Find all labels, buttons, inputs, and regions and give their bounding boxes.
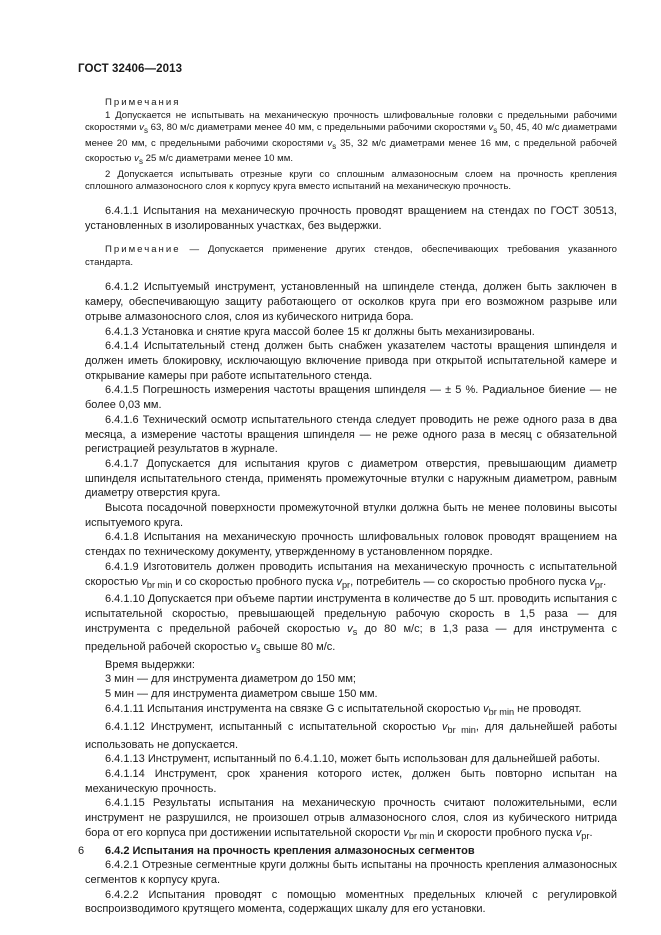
note-block-2 bbox=[85, 244, 617, 269]
paragraph-6-4-1-4: 6.4.1.4 Испытательный стенд должен быть снабжен указателем частоты вращения шпинделя и должен иметь блокировку, исключающую включение привода при открытой испытательной камере и открывание камеры при работе испытательного стенда. bbox=[85, 340, 617, 382]
paragraph-6-4-1-5: 6.4.1.5 Погрешность измерения частоты вращения шпинделя — ± 5 %. Радиальное биение — не более 0,03 мм. bbox=[85, 384, 617, 412]
document-body bbox=[85, 97, 617, 917]
notes-label: Примечания bbox=[105, 97, 181, 108]
section-heading-6-4-2: 6.4.2 Испытания на прочность крепления алмазоносных сегментов bbox=[105, 844, 475, 857]
paragraph-6-4-1-6: 6.4.1.6 Технический осмотр испытательного стенда следует проводить не реже одного раза в два месяца, а измерение частоты вращения шпинделя — не реже одного раза в месяц с обязательной регистрацией результатов в журнале. bbox=[85, 413, 617, 456]
hold-time-line-1: 3 мин — для инструмента диаметром до 150 мм; bbox=[105, 673, 356, 686]
hold-time-title: Время выдержки: bbox=[105, 658, 195, 671]
paragraph-6-4-1-12: 6.4.1.12 Инструмент, испытанный с испытательной скоростью $v_{br min}$, для дальнейшей работы использовать не допускается. bbox=[85, 720, 617, 751]
paragraph-6-4-1-14: 6.4.1.14 Инструмент, срок хранения которого истек, должен быть повторно испытан на механическую прочность. bbox=[85, 767, 617, 795]
paragraph-6-4-1-9: 6.4.1.9 Изготовитель должен проводить испытания на механическую прочность с испытательной скоростью $v_{br min}$ и со скоростью пробного пуска $v_{pr}$, потребитель — со скоростью пробного пуска $v_{pr}$. bbox=[85, 560, 617, 590]
note-label: Примечание bbox=[105, 244, 181, 256]
paragraph-6-4-1-3: 6.4.1.3 Установка и снятие круга массой более 15 кг должны быть механизированы. bbox=[105, 325, 535, 338]
paragraph-6-4-1-11: 6.4.1.11 Испытания инструмента на связке G с испытательной скоростью $v_{br min}$ не проводят. bbox=[105, 702, 582, 717]
paragraph-bushing-height: Высота посадочной поверхности промежуточной втулки должна быть не менее половины высоты испытуемого круга. bbox=[85, 502, 617, 529]
paragraph-6-4-1-13: 6.4.1.13 Инструмент, испытанный по 6.4.1.10, может быть использован для дальнейшей работы. bbox=[105, 753, 601, 766]
note-stands: Примечание — Допускается применение других стендов, обеспечивающих требования указанного стандарта. bbox=[85, 244, 617, 268]
paragraph-6-4-2-2: 6.4.2.2 Испытания проводят с помощью моментных предельных ключей с регулировкой воспроизводимого крутящего момента, содержащих шкалу для его установки. bbox=[85, 888, 617, 916]
paragraph-6-4-1-2: 6.4.1.2 Испытуемый инструмент, установленный на шпинделе стенда, должен быть заключен в камеру, обеспечивающую защиту работающего от осколков круга при его возможном разрыве или отрыве алмазоносного слоя, слоя из кубического нитрида бора. bbox=[85, 281, 617, 323]
note-1: 1 Допускается не испытывать на механическую прочность шлифовальные головки с предельными рабочими скоростями $v_s$ 63, 80 м/с диаметрами менее 40 мм, с предельными рабочими скоростями $v_s$ 50, 45, 40 м/с диаметрами менее 20 мм, с предельными рабочими скоростями $v_s$ 35, 32 м/с диаметрами менее 16 мм, с предельной рабочей скоростью $v_s$ 25 м/с диаметрами менее 10 мм. bbox=[85, 109, 617, 167]
paragraph-6-4-1-7: 6.4.1.7 Допускается для испытания кругов с диаметром отверстия, превышающим диаметр шпинделя испытательного стенда, применять промежуточные втулки с наружным диаметром, равным диаметру отверстия круга. bbox=[85, 457, 617, 500]
hold-time-line-2: 5 мин — для инструмента диаметром свыше 150 мм. bbox=[105, 688, 378, 701]
paragraph-6-4-1-10: 6.4.1.10 Допускается при объеме партии инструмента в количестве до 5 шт. проводить испытания с испытательной скоростью, превышающей предельную рабочую скорость в 1,5 раза — для инструмента с предельной рабочей скоростью $v_s$ до 80 м/с; в 1,3 раза — для инструмента с предельной рабочей скоростью $v_s$ свыше 80 м/с. bbox=[85, 593, 617, 655]
page-number: 6 bbox=[78, 845, 85, 857]
notes-block bbox=[85, 97, 617, 194]
paragraph-6-4-1-8: 6.4.1.8 Испытания на механическую прочность шлифовальных головок проводят вращением на стендах по техническому документу, утвержденному в установленном порядке. bbox=[85, 531, 617, 559]
paragraph-6-4-1-15: 6.4.1.15 Результаты испытания на механическую прочность считают положительными, если инструмент не разрушился, не произошел отрыв алмазоносного слоя, слоя из кубического нитрида бора от его корпуса при достижении испытательной скорости $v_{br min}$ и скорости пробного пуска $v_{pr}$. bbox=[85, 797, 617, 841]
document-header: ГОСТ 32406—2013 bbox=[78, 63, 183, 75]
paragraph-6-4-1-1: 6.4.1.1 Испытания на механическую прочность проводят вращением на стендах по ГОСТ 30513, установленных в изолированных участках, без выдержки. bbox=[85, 204, 617, 232]
note-2: 2 Допускается испытывать отрезные круги со сплошным алмазоносным слоем на прочность крепления сплошного алмазоносного слоя к корпусу круга вместо испытаний на механическую прочность. bbox=[85, 168, 617, 193]
main-text bbox=[85, 280, 617, 917]
paragraph-6-4-2-1: 6.4.2.1 Отрезные сегментные круги должны быть испытаны на прочность крепления алмазоносных сегментов к корпусу круга. bbox=[85, 859, 617, 887]
